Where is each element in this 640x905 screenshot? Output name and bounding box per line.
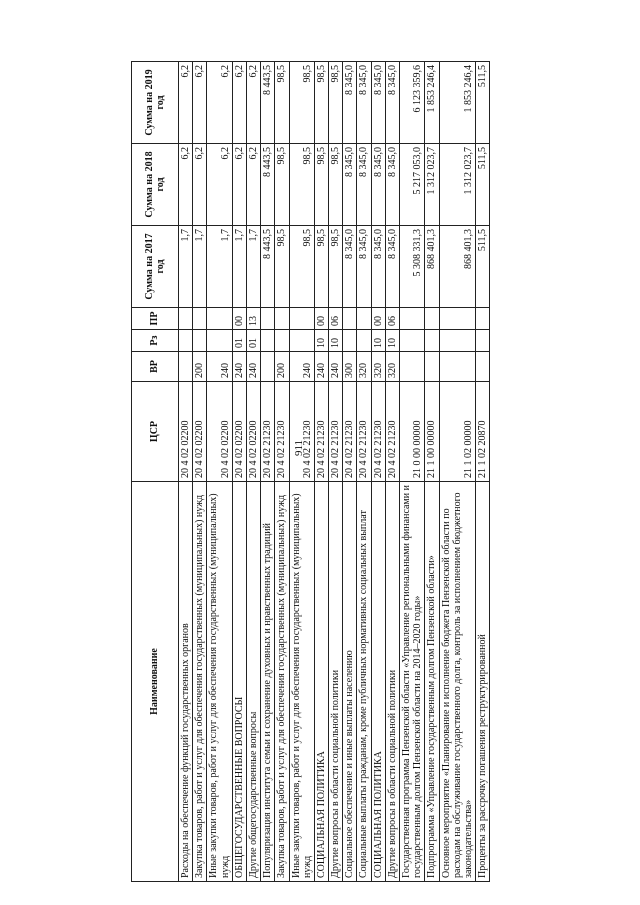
table-row	[329, 62, 343, 882]
table-row	[357, 62, 371, 882]
cell-rz	[425, 330, 439, 352]
cell-sum-2017: 98,5	[329, 226, 343, 308]
cell-csr: 21 0 00 00000	[400, 382, 425, 482]
cell-name: Основное мероприятие «Планирование и исполнение бюджета Пензенской области по расходам на обслуживание государственного долга, контроль за исполнением бюджетного законодательства»	[439, 482, 476, 882]
cell-csr: 20 4 02 21230	[275, 382, 289, 482]
cell-name: Государственная программа Пензенской области «Управление региональными финансами и государственным долгом Пензенской области на 2014–2020 годы»	[400, 482, 425, 882]
cell-name: ОБЩЕГОСУДАРСТВЕННЫЕ ВОПРОСЫ	[232, 482, 246, 882]
cell-vr	[476, 352, 490, 382]
cell-sum-2017: 868 401,3	[425, 226, 439, 308]
cell-csr: 20 4 02 21230	[371, 382, 385, 482]
cell-pr: 06	[329, 308, 343, 330]
cell-sum-2018: 98,5	[289, 144, 314, 226]
cell-rz	[357, 330, 371, 352]
cell-sum-2018: 6,2	[179, 144, 193, 226]
cell-sum-2017: 1,7	[246, 226, 260, 308]
cell-vr: 320	[385, 352, 399, 382]
cell-sum-2019: 8 345,0	[357, 62, 371, 144]
header-sum-2019: Сумма на 2019 год	[132, 62, 179, 144]
table-row	[179, 62, 193, 882]
cell-name: СОЦИАЛЬНАЯ ПОЛИТИКА	[371, 482, 385, 882]
cell-csr: 20 4 02 21230	[329, 382, 343, 482]
cell-sum-2017: 5 308 331,3	[400, 226, 425, 308]
cell-pr: 13	[246, 308, 260, 330]
cell-sum-2018: 6,2	[246, 144, 260, 226]
cell-name: Иные закупки товаров, работ и услуг для обеспечения государственных (муниципальных) нужд	[289, 482, 314, 882]
table-header-row	[132, 62, 179, 882]
cell-vr	[261, 352, 275, 382]
cell-name: Закупка товаров, работ и услуг для обеспечения государственных (муниципальных) нужд	[193, 482, 207, 882]
cell-sum-2017: 98,5	[289, 226, 314, 308]
cell-rz: 01	[246, 330, 260, 352]
cell-vr: 320	[357, 352, 371, 382]
cell-rz	[275, 330, 289, 352]
cell-sum-2017: 8 345,0	[385, 226, 399, 308]
cell-sum-2019: 98,5	[275, 62, 289, 144]
cell-name: Другие общегосударственные вопросы	[246, 482, 260, 882]
cell-vr	[179, 352, 193, 382]
cell-name: Подпрограмма «Управление государственным долгом Пензенской области»	[425, 482, 439, 882]
cell-rz	[193, 330, 207, 352]
table-row	[439, 62, 476, 882]
table-row	[193, 62, 207, 882]
cell-pr	[207, 308, 232, 330]
cell-sum-2019: 6,2	[207, 62, 232, 144]
cell-sum-2017: 1,7	[232, 226, 246, 308]
cell-sum-2018: 98,5	[329, 144, 343, 226]
cell-sum-2017: 8 443,5	[261, 226, 275, 308]
cell-sum-2017: 1,7	[193, 226, 207, 308]
cell-sum-2018: 8 345,0	[371, 144, 385, 226]
cell-rz	[207, 330, 232, 352]
table-body	[179, 62, 490, 882]
cell-rz: 10	[371, 330, 385, 352]
cell-vr: 200	[193, 352, 207, 382]
cell-sum-2018: 1 312 023,7	[439, 144, 476, 226]
table-row	[343, 62, 357, 882]
cell-pr	[425, 308, 439, 330]
cell-sum-2018: 6,2	[193, 144, 207, 226]
cell-sum-2019: 6 123 359,6	[400, 62, 425, 144]
cell-sum-2019: 98,5	[329, 62, 343, 144]
cell-sum-2018: 98,5	[275, 144, 289, 226]
cell-pr	[179, 308, 193, 330]
cell-sum-2017: 98,5	[275, 226, 289, 308]
cell-csr: 20 4 02 21230	[343, 382, 357, 482]
cell-sum-2019: 6,2	[246, 62, 260, 144]
cell-csr: 20 4 02 21230	[357, 382, 371, 482]
cell-vr: 240	[314, 352, 328, 382]
cell-name: Проценты за рассрочку погашения реструктурированной	[476, 482, 490, 882]
cell-csr: 20 4 02 02200	[179, 382, 193, 482]
cell-sum-2019: 8 443,5	[261, 62, 275, 144]
cell-pr	[289, 308, 314, 330]
cell-rz: 10	[314, 330, 328, 352]
cell-rz	[476, 330, 490, 352]
cell-rz: 01	[232, 330, 246, 352]
cell-name: Другие вопросы в области социальной политики	[385, 482, 399, 882]
table-row	[275, 62, 289, 882]
header-name: Наименование	[132, 482, 179, 882]
cell-vr: 240	[246, 352, 260, 382]
rotated-table-wrapper	[131, 62, 591, 882]
cell-pr	[400, 308, 425, 330]
cell-sum-2019: 6,2	[193, 62, 207, 144]
cell-pr: 06	[385, 308, 399, 330]
cell-pr: 00	[314, 308, 328, 330]
cell-pr	[193, 308, 207, 330]
cell-sum-2019: 6,2	[179, 62, 193, 144]
cell-vr: 320	[371, 352, 385, 382]
cell-sum-2017: 8 345,0	[371, 226, 385, 308]
cell-sum-2019: 8 345,0	[385, 62, 399, 144]
cell-csr: 20 4 02 02200	[232, 382, 246, 482]
table-row	[261, 62, 275, 882]
cell-csr: 20 4 02 21230	[314, 382, 328, 482]
cell-rz: 10	[329, 330, 343, 352]
cell-sum-2017: 868 401,3	[439, 226, 476, 308]
table-row	[246, 62, 260, 882]
cell-csr: 20 4 02 21230	[385, 382, 399, 482]
header-csr: ЦСР	[132, 382, 179, 482]
cell-sum-2017: 1,7	[207, 226, 232, 308]
cell-rz	[439, 330, 476, 352]
cell-sum-2017: 1,7	[179, 226, 193, 308]
cell-sum-2018: 6,2	[207, 144, 232, 226]
cell-csr: 20 4 02 02200	[193, 382, 207, 482]
table-row	[425, 62, 439, 882]
cell-name: Расходы на обеспечение функций государственных органов	[179, 482, 193, 882]
cell-pr: 00	[232, 308, 246, 330]
cell-pr	[357, 308, 371, 330]
table-row	[207, 62, 232, 882]
cell-sum-2019: 1 853 246,4	[439, 62, 476, 144]
cell-csr: 20 4 02 02200	[207, 382, 232, 482]
cell-csr: 21 1 02 20870	[476, 382, 490, 482]
cell-sum-2018: 8 345,0	[357, 144, 371, 226]
cell-csr: 20 4 02 02200	[246, 382, 260, 482]
cell-vr	[400, 352, 425, 382]
cell-rz	[343, 330, 357, 352]
table-row	[400, 62, 425, 882]
cell-sum-2019: 1 853 246,4	[425, 62, 439, 144]
cell-vr	[439, 352, 476, 382]
cell-csr: 20 4 02 21230	[261, 382, 275, 482]
table-row	[476, 62, 490, 882]
cell-name: Популяризация института семьи и сохранение духовных и нравственных традиций	[261, 482, 275, 882]
cell-pr	[476, 308, 490, 330]
cell-rz	[261, 330, 275, 352]
cell-name: СОЦИАЛЬНАЯ ПОЛИТИКА	[314, 482, 328, 882]
cell-vr: 240	[232, 352, 246, 382]
cell-sum-2018: 6,2	[232, 144, 246, 226]
cell-pr	[343, 308, 357, 330]
cell-name: Другие вопросы в области социальной политики	[329, 482, 343, 882]
header-pr: ПР	[132, 308, 179, 330]
cell-sum-2018: 8 345,0	[385, 144, 399, 226]
cell-pr: 00	[371, 308, 385, 330]
header-sum-2018: Сумма на 2018 год	[132, 144, 179, 226]
header-vr: ВР	[132, 352, 179, 382]
cell-sum-2018: 98,5	[314, 144, 328, 226]
table-row	[385, 62, 399, 882]
header-rz: Рз	[132, 330, 179, 352]
cell-name: Социальное обеспечение и иные выплаты населению	[343, 482, 357, 882]
cell-rz	[400, 330, 425, 352]
cell-sum-2017: 8 345,0	[343, 226, 357, 308]
cell-vr: 300	[343, 352, 357, 382]
cell-name: Иные закупки товаров, работ и услуг для обеспечения государственных (муниципальных) нужд	[207, 482, 232, 882]
cell-csr: 21 1 02 00000	[439, 382, 476, 482]
cell-csr: 21 1 00 00000	[425, 382, 439, 482]
cell-sum-2017: 511,5	[476, 226, 490, 308]
cell-sum-2018: 1 312 023,7	[425, 144, 439, 226]
cell-sum-2018: 5 217 053,0	[400, 144, 425, 226]
cell-sum-2017: 8 345,0	[357, 226, 371, 308]
cell-sum-2017: 98,5	[314, 226, 328, 308]
budget-table	[131, 61, 490, 882]
cell-csr: 20 4 02 21230	[289, 382, 314, 482]
cell-rz: 10	[385, 330, 399, 352]
header-sum-2017: Сумма на 2017 год	[132, 226, 179, 308]
cell-name: Закупка товаров, работ и услуг для обеспечения государственных (муниципальных) нужд	[275, 482, 289, 882]
cell-pr	[261, 308, 275, 330]
cell-vr: 240	[207, 352, 232, 382]
cell-vr: 200	[275, 352, 289, 382]
cell-sum-2018: 8 443,5	[261, 144, 275, 226]
cell-pr	[275, 308, 289, 330]
cell-sum-2019: 8 345,0	[371, 62, 385, 144]
cell-vr: 240	[329, 352, 343, 382]
cell-sum-2018: 8 345,0	[343, 144, 357, 226]
table-row	[232, 62, 246, 882]
cell-sum-2018: 511,5	[476, 144, 490, 226]
cell-vr: 240	[289, 352, 314, 382]
cell-rz	[179, 330, 193, 352]
cell-sum-2019: 6,2	[232, 62, 246, 144]
cell-sum-2019: 98,5	[289, 62, 314, 144]
cell-pr	[439, 308, 476, 330]
page-number: 911	[293, 439, 305, 457]
cell-rz	[289, 330, 314, 352]
cell-sum-2019: 8 345,0	[343, 62, 357, 144]
cell-vr	[425, 352, 439, 382]
table-row	[289, 62, 314, 882]
cell-sum-2019: 98,5	[314, 62, 328, 144]
table-row	[314, 62, 328, 882]
table-row	[371, 62, 385, 882]
cell-name: Социальные выплаты гражданам, кроме публичных нормативных социальных выплат	[357, 482, 371, 882]
cell-sum-2019: 511,5	[476, 62, 490, 144]
